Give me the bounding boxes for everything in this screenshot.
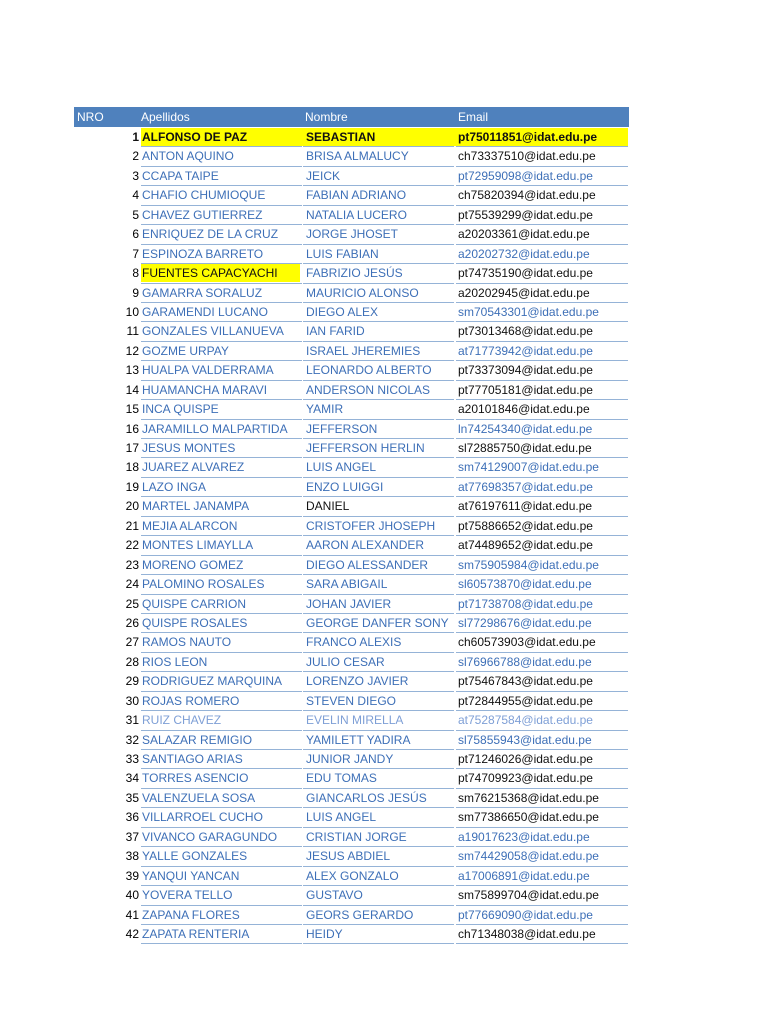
table-row: [0, 167, 768, 186]
nombre-cell[interactable]: ENZO LUIGGI: [306, 479, 384, 494]
apellidos-cell[interactable]: PALOMINO ROSALES: [142, 577, 265, 592]
table-row: [0, 439, 768, 458]
table-row: [0, 264, 768, 283]
row-number[interactable]: 3: [132, 168, 139, 183]
email-cell[interactable]: ch75820394@idat.edu.pe: [458, 188, 596, 203]
row-number[interactable]: 30: [125, 693, 139, 708]
table-row: [0, 769, 768, 788]
row-number[interactable]: 14: [125, 382, 139, 397]
email-cell[interactable]: pt72844955@idat.edu.pe: [458, 693, 593, 708]
apellidos-cell[interactable]: SALAZAR REMIGIO: [142, 732, 253, 747]
row-number[interactable]: 6: [132, 227, 139, 242]
header-email: Email: [458, 110, 489, 124]
row-number[interactable]: 2: [132, 149, 139, 164]
table-row: [0, 381, 768, 400]
email-cell[interactable]: sm70543301@idat.edu.pe: [458, 304, 599, 319]
table-row: [0, 750, 768, 769]
apellidos-cell[interactable]: JESUS MONTES: [142, 441, 236, 455]
apellidos-cell[interactable]: MONTES LIMAYLLA: [142, 538, 254, 553]
email-cell[interactable]: sl76966788@idat.edu.pe: [458, 654, 592, 669]
table-row: [0, 342, 768, 361]
table-row: [0, 517, 768, 536]
row-number[interactable]: 15: [125, 402, 139, 417]
nombre-cell[interactable]: SEBASTIAN: [306, 130, 376, 144]
email-cell[interactable]: pt72959098@idat.edu.pe: [458, 168, 593, 183]
nombre-cell[interactable]: ALEX GONZALO: [306, 868, 399, 883]
row-number[interactable]: 10: [125, 304, 139, 319]
apellidos-cell[interactable]: VALENZUELA SOSA: [142, 790, 256, 805]
table-row: [0, 536, 768, 555]
row-number[interactable]: 32: [125, 732, 139, 747]
email-cell[interactable]: pt75011851@idat.edu.pe: [458, 130, 598, 144]
nombre-cell[interactable]: AARON ALEXANDER: [306, 538, 425, 553]
row-number[interactable]: 4: [132, 188, 139, 203]
nombre-cell[interactable]: MAURICIO ALONSO: [306, 285, 419, 300]
nombre-cell[interactable]: JEFFERSON: [306, 421, 378, 436]
email-cell[interactable]: sl72885750@idat.edu.pe: [458, 441, 592, 455]
row-number[interactable]: 33: [125, 752, 139, 766]
row-number[interactable]: 35: [125, 790, 139, 805]
nombre-cell[interactable]: FABIAN ADRIANO: [306, 188, 407, 203]
header-nombre: Nombre: [305, 110, 348, 124]
nombre-cell[interactable]: STEVEN DIEGO: [306, 693, 397, 708]
row-number[interactable]: 37: [125, 829, 139, 844]
email-cell[interactable]: ch60573903@idat.edu.pe: [458, 635, 596, 650]
table-row: [0, 925, 768, 944]
email-cell[interactable]: pt74735190@idat.edu.pe: [458, 266, 593, 281]
apellidos-cell[interactable]: ZAPANA FLORES: [142, 907, 240, 922]
table-row: [0, 322, 768, 341]
cell-border: [303, 943, 454, 944]
nombre-cell[interactable]: JUNIOR JANDY: [306, 752, 394, 766]
email-cell[interactable]: sm77386650@idat.edu.pe: [458, 810, 599, 825]
email-cell[interactable]: sm76215368@idat.edu.pe: [458, 790, 599, 805]
email-cell[interactable]: a19017623@idat.edu.pe: [458, 829, 590, 844]
row-number[interactable]: 11: [126, 324, 139, 339]
email-cell[interactable]: at76197611@idat.edu.pe: [458, 499, 593, 514]
email-cell[interactable]: ch71348038@idat.edu.pe: [458, 926, 596, 941]
nombre-cell[interactable]: EVELIN MIRELLA: [306, 713, 404, 728]
table-row: [0, 711, 768, 730]
email-cell[interactable]: a20101846@idat.edu.pe: [458, 402, 590, 417]
email-cell[interactable]: a20202945@idat.edu.pe: [458, 285, 590, 300]
apellidos-cell[interactable]: RAMOS NAUTO: [142, 635, 232, 650]
email-cell[interactable]: pt73013468@idat.edu.pe: [458, 324, 593, 339]
apellidos-cell[interactable]: GAMARRA SORALUZ: [142, 285, 263, 300]
apellidos-cell[interactable]: CCAPA TAIPE: [142, 168, 219, 183]
apellidos-cell[interactable]: GONZALES VILLANUEVA: [142, 324, 284, 339]
row-number[interactable]: 41: [125, 907, 139, 922]
table-row: [0, 245, 768, 264]
email-cell[interactable]: pt77669090@idat.edu.pe: [458, 907, 593, 922]
nombre-cell[interactable]: DANIEL: [306, 499, 350, 514]
email-cell[interactable]: pt75886652@idat.edu.pe: [458, 518, 593, 533]
nombre-cell[interactable]: JEFFERSON HERLIN: [306, 441, 425, 455]
cell-border: [141, 943, 302, 944]
apellidos-cell[interactable]: LAZO INGA: [142, 479, 207, 494]
apellidos-cell[interactable]: GOZME URPAY: [142, 343, 229, 358]
nombre-cell[interactable]: ISRAEL JHEREMIES: [306, 343, 421, 358]
nombre-cell[interactable]: CRISTOFER JHOSEPH: [306, 518, 436, 533]
table-row: [0, 128, 768, 147]
table-row: [0, 478, 768, 497]
nombre-cell[interactable]: LUIS ANGEL: [306, 810, 377, 825]
email-cell[interactable]: at74489652@idat.edu.pe: [458, 538, 593, 553]
nombre-cell[interactable]: GUSTAVO: [306, 888, 363, 903]
nombre-cell[interactable]: GEORS GERARDO: [306, 907, 414, 922]
header-apellidos: Apellidos: [141, 110, 190, 124]
email-cell[interactable]: sm75899704@idat.edu.pe: [458, 888, 599, 903]
table-row: [0, 147, 768, 166]
row-number[interactable]: 5: [132, 207, 139, 222]
email-cell[interactable]: a20202732@idat.edu.pe: [458, 246, 590, 261]
nombre-cell[interactable]: LUIS ANGEL: [306, 460, 377, 475]
table-row: [0, 867, 768, 886]
row-number[interactable]: 42: [125, 926, 139, 941]
table-body: [0, 128, 768, 944]
row-number[interactable]: 22: [125, 538, 139, 553]
email-cell[interactable]: pt74709923@idat.edu.pe: [458, 771, 593, 786]
email-cell[interactable]: sm74429058@idat.edu.pe: [458, 849, 599, 864]
table-row: [0, 906, 768, 925]
apellidos-cell[interactable]: RIOS LEON: [142, 654, 208, 669]
email-cell[interactable]: a17006891@idat.edu.pe: [458, 868, 590, 883]
nombre-cell[interactable]: FRANCO ALEXIS: [306, 635, 402, 650]
email-cell[interactable]: at77698357@idat.edu.pe: [458, 479, 593, 494]
row-number[interactable]: 13: [125, 363, 139, 378]
row-number[interactable]: 27: [125, 635, 139, 650]
apellidos-cell[interactable]: YOVERA TELLO: [142, 888, 233, 903]
table-row: [0, 284, 768, 303]
apellidos-cell[interactable]: ALFONSO DE PAZ: [142, 130, 248, 144]
table-row: [0, 497, 768, 516]
row-number[interactable]: 28: [125, 654, 139, 669]
email-cell[interactable]: pt75539299@idat.edu.pe: [458, 207, 593, 222]
nombre-cell[interactable]: BRISA ALMALUCY: [306, 149, 409, 164]
table-row: [0, 225, 768, 244]
table-row: [0, 731, 768, 750]
nombre-cell[interactable]: GIANCARLOS JESÚS: [306, 790, 427, 805]
apellidos-cell[interactable]: RUIZ CHAVEZ: [142, 713, 222, 728]
apellidos-cell[interactable]: CHAFIO CHUMIOQUE: [142, 188, 266, 203]
email-cell[interactable]: ln74254340@idat.edu.pe: [458, 421, 593, 436]
nombre-cell[interactable]: YAMILETT YADIRA: [306, 732, 411, 747]
apellidos-cell[interactable]: VILLARROEL CUCHO: [142, 810, 263, 825]
apellidos-cell[interactable]: TORRES ASENCIO: [142, 771, 249, 786]
row-number[interactable]: 12: [125, 343, 139, 358]
nombre-cell[interactable]: JORGE JHOSET: [306, 227, 399, 242]
apellidos-cell[interactable]: RODRIGUEZ MARQUINA: [142, 674, 283, 689]
email-cell[interactable]: pt71246026@idat.edu.pe: [458, 752, 593, 766]
apellidos-cell[interactable]: ROJAS ROMERO: [142, 693, 240, 708]
row-number[interactable]: 20: [125, 499, 139, 514]
row-number[interactable]: 16: [125, 421, 139, 436]
nombre-cell[interactable]: SARA ABIGAIL: [306, 577, 388, 592]
email-cell[interactable]: pt73373094@idat.edu.pe: [458, 363, 593, 378]
cell-border: [456, 943, 628, 944]
table-row: [0, 828, 768, 847]
table-row: [0, 303, 768, 322]
apellidos-cell[interactable]: JARAMILLO MALPARTIDA: [142, 421, 288, 436]
apellidos-cell[interactable]: QUISPE ROSALES: [142, 615, 248, 630]
table-row: [0, 789, 768, 808]
table-header: [74, 107, 629, 127]
row-number[interactable]: 17: [125, 441, 139, 455]
apellidos-cell[interactable]: ESPINOZA BARRETO: [142, 246, 264, 261]
email-cell[interactable]: sl75855943@idat.edu.pe: [458, 732, 592, 747]
row-number[interactable]: 19: [125, 479, 139, 494]
apellidos-cell[interactable]: ENRIQUEZ DE LA CRUZ: [142, 227, 279, 242]
table-row: [0, 808, 768, 827]
apellidos-cell[interactable]: QUISPE CARRION: [142, 596, 247, 611]
nombre-cell[interactable]: CRISTIAN JORGE: [306, 829, 407, 844]
apellidos-cell[interactable]: SANTIAGO ARIAS: [142, 752, 243, 766]
table-row: [0, 692, 768, 711]
table-row: [0, 672, 768, 691]
table-row: [0, 575, 768, 594]
email-cell[interactable]: pt77705181@idat.edu.pe: [458, 382, 593, 397]
apellidos-cell[interactable]: ANTON AQUINO: [142, 149, 234, 164]
apellidos-cell[interactable]: CHAVEZ GUTIERREZ: [142, 207, 263, 222]
table-row: [0, 361, 768, 380]
row-number[interactable]: 40: [125, 888, 139, 903]
row-number[interactable]: 31: [125, 713, 139, 728]
apellidos-cell[interactable]: MARTEL JANAMPA: [142, 499, 250, 514]
apellidos-cell[interactable]: FUENTES CAPACYACHI: [141, 264, 300, 282]
apellidos-cell[interactable]: VIVANCO GARAGUNDO: [142, 829, 278, 844]
email-cell[interactable]: pt71738708@idat.edu.pe: [458, 596, 593, 611]
nombre-cell[interactable]: JESUS ABDIEL: [306, 849, 391, 864]
nombre-cell[interactable]: IAN FARID: [306, 324, 365, 339]
email-cell[interactable]: a20203361@idat.edu.pe: [458, 227, 590, 242]
row-number[interactable]: 34: [125, 771, 139, 786]
email-cell[interactable]: sm75905984@idat.edu.pe: [458, 557, 599, 572]
nombre-cell[interactable]: LUIS FABIAN: [306, 246, 379, 261]
header-nro: NRO: [77, 110, 104, 124]
apellidos-cell[interactable]: YANQUI YANCAN: [142, 868, 240, 883]
table-row: [0, 420, 768, 439]
email-cell[interactable]: sm74129007@idat.edu.pe: [458, 460, 599, 475]
email-cell[interactable]: sl60573870@idat.edu.pe: [458, 577, 592, 592]
table-row: [0, 186, 768, 205]
nombre-cell[interactable]: JEICK: [306, 168, 341, 183]
row-number[interactable]: 29: [125, 674, 139, 689]
nombre-cell[interactable]: JULIO CESAR: [306, 654, 385, 669]
nombre-cell[interactable]: GEORGE DANFER SONY: [306, 615, 449, 630]
table-row: [0, 400, 768, 419]
email-cell[interactable]: at75287584@idat.edu.pe: [458, 713, 593, 728]
table-row: [0, 556, 768, 575]
nombre-cell[interactable]: LORENZO JAVIER: [306, 674, 409, 689]
row-number[interactable]: 26: [125, 615, 139, 630]
apellidos-cell[interactable]: INCA QUISPE: [142, 402, 219, 417]
apellidos-cell[interactable]: GARAMENDI LUCANO: [142, 304, 269, 319]
row-number[interactable]: 21: [125, 518, 139, 533]
nombre-cell[interactable]: ANDERSON NICOLAS: [306, 382, 431, 397]
row-number[interactable]: 18: [125, 460, 139, 475]
nombre-cell[interactable]: JOHAN JAVIER: [306, 596, 392, 611]
email-cell[interactable]: ch73337510@idat.edu.pe: [458, 149, 596, 164]
row-number[interactable]: 9: [132, 285, 139, 300]
row-number[interactable]: 36: [125, 810, 139, 825]
row-number[interactable]: 8: [132, 266, 139, 281]
nombre-cell[interactable]: HEIDY: [306, 926, 343, 941]
email-cell[interactable]: at71773942@idat.edu.pe: [458, 343, 593, 358]
email-cell[interactable]: pt75467843@idat.edu.pe: [458, 674, 593, 689]
table-row: [0, 847, 768, 866]
apellidos-cell[interactable]: MEJIA ALARCON: [142, 518, 238, 533]
apellidos-cell[interactable]: ZAPATA RENTERIA: [142, 926, 250, 941]
nombre-cell[interactable]: DIEGO ALESSANDER: [306, 557, 429, 572]
table-row: [0, 206, 768, 225]
row-number[interactable]: 39: [125, 868, 139, 883]
apellidos-cell[interactable]: HUALPA VALDERRAMA: [142, 363, 274, 378]
apellidos-cell[interactable]: MORENO GOMEZ: [142, 557, 244, 572]
nombre-cell[interactable]: FABRIZIO JESÚS: [306, 266, 403, 281]
row-number[interactable]: 1: [132, 130, 139, 144]
row-number[interactable]: 38: [125, 849, 139, 864]
table-row: [0, 653, 768, 672]
row-number[interactable]: 7: [132, 246, 139, 261]
apellidos-cell[interactable]: JUAREZ ALVAREZ: [142, 460, 245, 475]
nombre-cell[interactable]: YAMIR: [306, 402, 344, 417]
nombre-cell[interactable]: EDU TOMAS: [306, 771, 377, 786]
email-cell[interactable]: sl77298676@idat.edu.pe: [458, 615, 592, 630]
table-row: [0, 633, 768, 652]
row-number[interactable]: 23: [125, 557, 139, 572]
row-number[interactable]: 25: [125, 596, 139, 611]
table-row: [0, 886, 768, 905]
apellidos-cell[interactable]: YALLE GONZALES: [142, 849, 248, 864]
nombre-cell[interactable]: LEONARDO ALBERTO: [306, 363, 432, 378]
table-row: [0, 595, 768, 614]
table-row: [0, 458, 768, 477]
table-row: [0, 614, 768, 633]
nombre-cell[interactable]: NATALIA LUCERO: [306, 207, 407, 222]
nombre-cell[interactable]: DIEGO ALEX: [306, 304, 379, 319]
apellidos-cell[interactable]: HUAMANCHA MARAVI: [142, 382, 268, 397]
row-number[interactable]: 24: [125, 577, 139, 592]
